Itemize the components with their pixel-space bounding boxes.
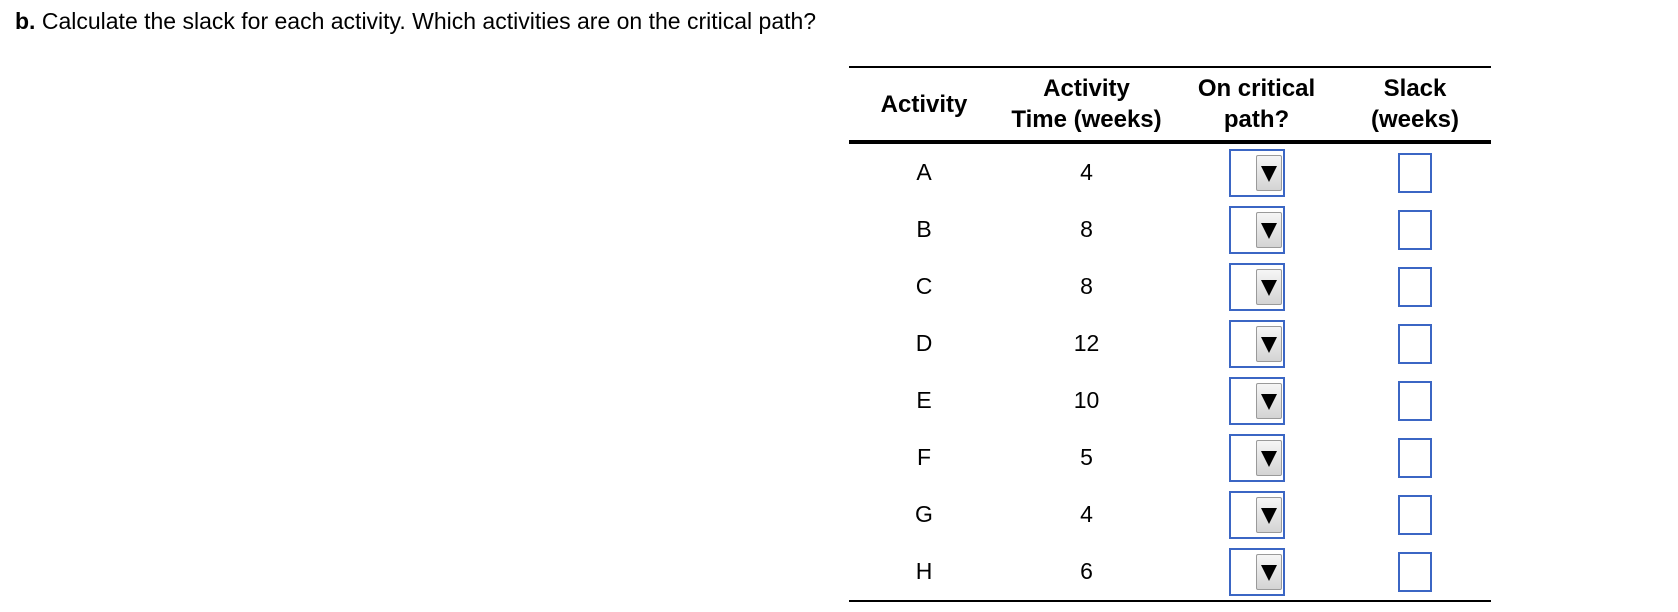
header-critical-line1: On critical bbox=[1197, 75, 1316, 102]
slack-cell bbox=[1339, 258, 1491, 315]
triangle-down-icon[interactable] bbox=[1256, 497, 1282, 533]
table-row bbox=[849, 201, 1491, 258]
critical-path-cell bbox=[1174, 486, 1339, 543]
table-row bbox=[849, 429, 1491, 486]
table-row bbox=[849, 543, 1491, 601]
question-text bbox=[15, 8, 816, 35]
activity-time-cell: 6 bbox=[1080, 558, 1093, 584]
triangle-down-icon[interactable] bbox=[1256, 269, 1282, 305]
triangle-down-icon[interactable] bbox=[1256, 212, 1282, 248]
slack-input[interactable] bbox=[1398, 438, 1432, 478]
activity-table bbox=[849, 66, 1491, 602]
table-row bbox=[849, 258, 1491, 315]
part-label: b. bbox=[15, 8, 36, 34]
critical-path-dropdown[interactable] bbox=[1229, 434, 1285, 482]
triangle-down-icon[interactable] bbox=[1256, 383, 1282, 419]
activity-cell: E bbox=[916, 387, 932, 413]
triangle-down-icon[interactable] bbox=[1256, 554, 1282, 590]
critical-path-cell bbox=[1174, 372, 1339, 429]
critical-path-dropdown[interactable] bbox=[1229, 491, 1285, 539]
slack-cell bbox=[1339, 486, 1491, 543]
triangle-down-icon[interactable] bbox=[1256, 326, 1282, 362]
header-activity-time-line1: Activity bbox=[1043, 75, 1130, 102]
slack-cell bbox=[1339, 201, 1491, 258]
critical-path-cell bbox=[1174, 543, 1339, 601]
header-slack-line1: Slack bbox=[1383, 75, 1447, 102]
activity-time-cell: 10 bbox=[1073, 387, 1100, 413]
activity-time-cell: 5 bbox=[1080, 444, 1093, 470]
activity-cell: D bbox=[915, 330, 933, 356]
activity-cell: B bbox=[916, 216, 932, 242]
critical-path-cell bbox=[1174, 429, 1339, 486]
critical-path-cell bbox=[1174, 258, 1339, 315]
activity-time-cell: 4 bbox=[1080, 501, 1093, 527]
slack-input[interactable] bbox=[1398, 381, 1432, 421]
critical-path-dropdown[interactable] bbox=[1229, 263, 1285, 311]
slack-input[interactable] bbox=[1398, 210, 1432, 250]
critical-path-cell bbox=[1174, 201, 1339, 258]
critical-path-dropdown[interactable] bbox=[1229, 206, 1285, 254]
table-row bbox=[849, 486, 1491, 543]
triangle-down-icon[interactable] bbox=[1256, 440, 1282, 476]
table-row bbox=[849, 142, 1491, 201]
slack-input[interactable] bbox=[1398, 324, 1432, 364]
header-slack-line2: (weeks) bbox=[1370, 106, 1460, 133]
activity-cell: F bbox=[916, 444, 932, 470]
activity-time-cell: 8 bbox=[1080, 216, 1093, 242]
critical-path-dropdown[interactable] bbox=[1229, 320, 1285, 368]
activity-cell: G bbox=[915, 501, 933, 527]
slack-input[interactable] bbox=[1398, 495, 1432, 535]
activity-time-cell: 8 bbox=[1080, 273, 1093, 299]
header-activity-time-line2: Time (weeks) bbox=[1011, 106, 1162, 133]
slack-input[interactable] bbox=[1398, 552, 1432, 592]
header-critical-line2: path? bbox=[1223, 106, 1290, 133]
header-activity-label: Activity bbox=[880, 90, 968, 118]
table-row bbox=[849, 372, 1491, 429]
activity-table-container bbox=[849, 66, 1491, 602]
table-header-row bbox=[849, 67, 1491, 142]
critical-path-cell bbox=[1174, 315, 1339, 372]
slack-cell bbox=[1339, 142, 1491, 201]
header-on-critical-path bbox=[1174, 67, 1339, 142]
slack-cell bbox=[1339, 315, 1491, 372]
slack-input[interactable] bbox=[1398, 267, 1432, 307]
activity-cell: C bbox=[915, 273, 933, 299]
slack-cell bbox=[1339, 543, 1491, 601]
table-row bbox=[849, 315, 1491, 372]
critical-path-dropdown[interactable] bbox=[1229, 548, 1285, 596]
slack-cell bbox=[1339, 372, 1491, 429]
critical-path-dropdown[interactable] bbox=[1229, 377, 1285, 425]
slack-cell bbox=[1339, 429, 1491, 486]
slack-input[interactable] bbox=[1398, 153, 1432, 193]
header-activity-time bbox=[999, 67, 1174, 142]
question-body: Calculate the slack for each activity. Which activities are on the critical path? bbox=[41, 8, 817, 34]
header-activity bbox=[849, 67, 999, 142]
activity-time-cell: 4 bbox=[1080, 159, 1093, 185]
critical-path-dropdown[interactable] bbox=[1229, 149, 1285, 197]
activity-cell: A bbox=[916, 159, 932, 185]
header-slack bbox=[1339, 67, 1491, 142]
activity-time-cell: 12 bbox=[1073, 330, 1100, 356]
critical-path-cell bbox=[1174, 142, 1339, 201]
triangle-down-icon[interactable] bbox=[1256, 155, 1282, 191]
activity-cell: H bbox=[915, 558, 933, 584]
